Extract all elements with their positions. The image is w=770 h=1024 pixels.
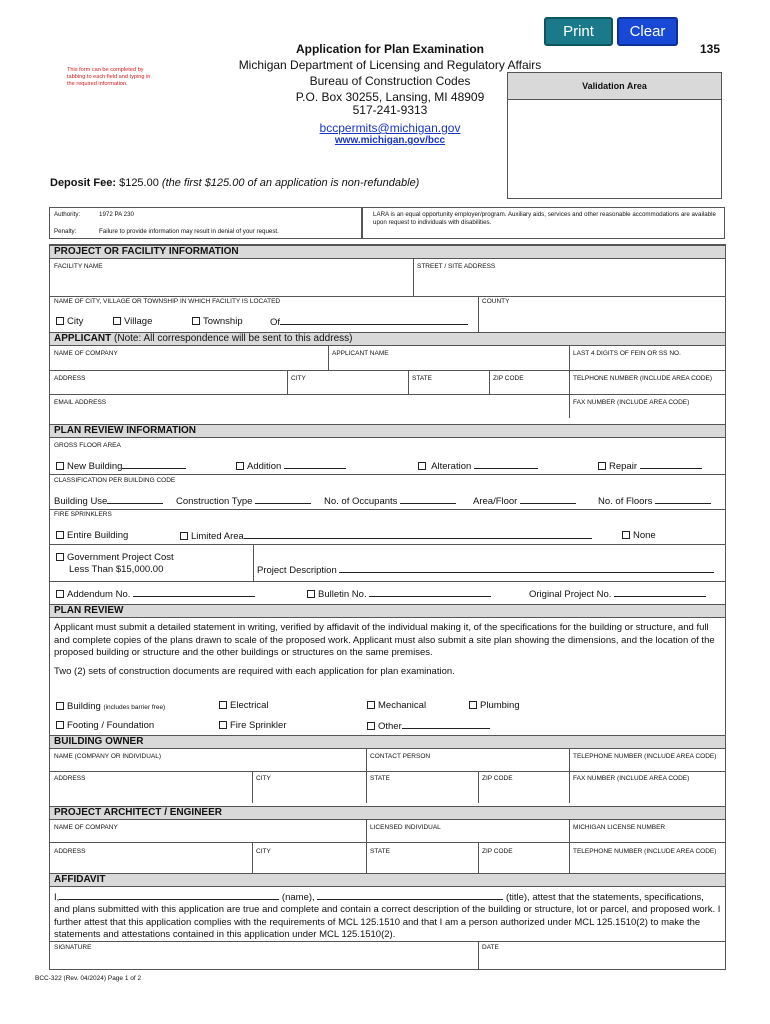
gov-cost-option[interactable]: Government Project Cost Less Than $15,000.00 — [56, 552, 174, 576]
mechanical-option[interactable]: Mechanical — [367, 700, 426, 711]
affidavit-line[interactable]: I, (name), (title), attest that the statements, specifications, — [54, 892, 704, 903]
addendum-field[interactable]: Addendum No. — [56, 588, 255, 600]
authority-label: Authority: — [54, 211, 81, 218]
project-section-title: PROJECT OR FACILITY INFORMATION — [50, 245, 725, 259]
applicant-address-label: ADDRESS — [54, 375, 86, 382]
occupants-field[interactable]: No. of Occupants — [324, 495, 456, 507]
owner-city-label: CITY — [256, 775, 271, 782]
applicant-company-label: NAME OF COMPANY — [54, 350, 118, 357]
authority-box — [49, 207, 362, 239]
township-option[interactable]: Township — [192, 316, 243, 327]
village-checkbox[interactable] — [113, 317, 121, 325]
village-option[interactable]: Village — [113, 316, 152, 327]
mailing-address: P.O. Box 30255, Lansing, MI 48909 — [295, 90, 485, 104]
limited-area-option[interactable]: Limited Area — [180, 530, 592, 542]
applicant-city-label: CITY — [291, 375, 306, 382]
floors-field[interactable]: No. of Floors — [598, 495, 711, 507]
area-floor-field[interactable]: Area/Floor — [473, 495, 576, 507]
project-description-field[interactable]: Project Description — [257, 564, 714, 576]
applicant-zip-label: ZIP CODE — [493, 375, 524, 382]
municipality-of-field[interactable]: Of — [270, 316, 468, 328]
architect-section-title: PROJECT ARCHITECT / ENGINEER — [50, 806, 725, 820]
application-form — [49, 244, 726, 970]
applicant-fax-label: FAX NUMBER (INCLUDE AREA CODE) — [573, 399, 690, 406]
addendum-checkbox[interactable] — [56, 590, 64, 598]
new-building-option[interactable]: New Building — [56, 460, 186, 472]
facility-name-label: FACILITY NAME — [54, 263, 103, 270]
street-address-label: STREET / SITE ADDRESS — [417, 263, 496, 270]
applicant-state-label: STATE — [412, 375, 432, 382]
construction-type-field[interactable]: Construction Type — [176, 495, 311, 507]
architect-city-label: CITY — [256, 848, 271, 855]
footing-checkbox[interactable] — [56, 721, 64, 729]
phone-number: 517-241-9313 — [352, 103, 428, 117]
validation-area-title: Validation Area — [508, 73, 721, 100]
owner-address-label: ADDRESS — [54, 775, 86, 782]
owner-fax-label: FAX NUMBER (INCLUDE AREA CODE) — [573, 775, 690, 782]
owner-zip-label: ZIP CODE — [482, 775, 513, 782]
plan-review-info-title: PLAN REVIEW INFORMATION — [50, 424, 725, 438]
none-checkbox[interactable] — [622, 531, 630, 539]
owner-phone-label: TELEPHONE NUMBER (INCLUDE AREA CODE) — [573, 753, 717, 760]
footing-option[interactable]: Footing / Foundation — [56, 720, 154, 731]
dept-name: Michigan Department of Licensing and Regulatory Affairs — [238, 58, 542, 72]
plumbing-option[interactable]: Plumbing — [469, 700, 520, 711]
bulletin-field[interactable]: Bulletin No. — [307, 588, 491, 600]
building-review-option[interactable]: Building (includes barrier free) — [56, 701, 165, 712]
other-option[interactable]: Other — [367, 720, 490, 732]
repair-option[interactable]: Repair — [598, 460, 702, 472]
limited-area-checkbox[interactable] — [180, 532, 188, 540]
fire-sprinkler-checkbox[interactable] — [219, 721, 227, 729]
licensed-individual-label: LICENSED INDIVIDUAL — [370, 824, 441, 831]
penalty-label: Penalty: — [54, 228, 77, 235]
bureau-name: Bureau of Construction Codes — [309, 74, 471, 88]
city-checkbox[interactable] — [56, 317, 64, 325]
deposit-fee — [50, 177, 419, 189]
entire-building-checkbox[interactable] — [56, 531, 64, 539]
alteration-checkbox[interactable] — [418, 462, 426, 470]
fein-label: LAST 4 DIGITS OF FEIN OR SS NO. — [573, 350, 681, 357]
validation-area — [507, 72, 722, 199]
penalty-value: Failure to provide information may result in denial of your request. — [99, 228, 279, 235]
plumbing-checkbox[interactable] — [469, 701, 477, 709]
authority-value: 1972 PA 230 — [99, 211, 134, 218]
original-project-field[interactable]: Original Project No. — [529, 588, 706, 600]
date-label: DATE — [482, 944, 499, 951]
building-use-field[interactable]: Building Use — [54, 495, 163, 507]
deposit-note: (the first $125.00 of an application is non-refundable) — [161, 177, 420, 189]
architect-phone-label: TELEPHONE NUMBER (INCLUDE AREA CODE) — [573, 848, 717, 855]
website-link[interactable]: www.michigan.gov/bcc — [334, 135, 446, 146]
new-building-checkbox[interactable] — [56, 462, 64, 470]
city-option[interactable]: City — [56, 316, 83, 327]
bulletin-checkbox[interactable] — [307, 590, 315, 598]
alteration-option[interactable]: Alteration — [418, 460, 538, 472]
license-number-label: MICHIGAN LICENSE NUMBER — [573, 824, 666, 831]
lara-statement: LARA is an equal opportunity employer/program. Auxiliary aids, services and other reasonable accommodations are available upon request to individuals with disabilities. — [362, 207, 725, 239]
owner-contact-label: CONTACT PERSON — [370, 753, 431, 760]
deposit-label: Deposit Fee: — [50, 177, 117, 189]
county-label: COUNTY — [482, 298, 510, 305]
owner-section-title: BUILDING OWNER — [50, 735, 725, 749]
plan-review-title: PLAN REVIEW — [50, 604, 725, 618]
construction-docs-paragraph: Two (2) sets of construction documents are required with each application for plan examination. — [54, 666, 455, 677]
mechanical-checkbox[interactable] — [367, 701, 375, 709]
fire-sprinklers-label: FIRE SPRINKLERS — [54, 511, 112, 518]
plan-review-paragraph: Applicant must submit a detailed statement in writing, verified by affidavit of the individual making it, of the specifications for the building or structure, and full and complete copies of the plans drawn to scale of the proposed work. Applicant must also submit a site plan showing the dimensions, and the location of the proposed building or structure and the other buildings or structures on the same premises. — [54, 622, 715, 658]
signature-label: SIGNATURE — [54, 944, 92, 951]
architect-zip-label: ZIP CODE — [482, 848, 513, 855]
classification-label: CLASSIFICATION PER BUILDING CODE — [54, 477, 176, 484]
addition-checkbox[interactable] — [236, 462, 244, 470]
email-link[interactable]: bccpermits@michigan.gov — [319, 121, 461, 135]
applicant-section-title: APPLICANT (Note: All correspondence will be sent to this address) — [50, 332, 725, 346]
deposit-amount: $125.00 — [119, 177, 159, 189]
clear-button[interactable]: Clear — [617, 17, 678, 46]
municipality-label: NAME OF CITY, VILLAGE OR TOWNSHIP IN WHICH FACILITY IS LOCATED — [54, 298, 281, 305]
affidavit-title: AFFIDAVIT — [50, 873, 725, 887]
tabbing-note: This form can be completed by tabbing to each field and typing in the required information. — [67, 67, 151, 87]
building-review-checkbox[interactable] — [56, 702, 64, 710]
entire-building-option[interactable]: Entire Building — [56, 530, 128, 541]
gov-cost-checkbox[interactable] — [56, 553, 64, 561]
applicant-name-label: APPLICANT NAME — [332, 350, 389, 357]
applicant-phone-label: TELPHONE NUMBER (INCLUDE AREA CODE) — [573, 375, 713, 382]
applicant-email-label: EMAIL ADDRESS — [54, 399, 107, 406]
electrical-checkbox[interactable] — [219, 701, 227, 709]
township-checkbox[interactable] — [192, 317, 200, 325]
print-button[interactable]: Print — [544, 17, 613, 46]
architect-company-label: NAME OF COMPANY — [54, 824, 118, 831]
form-title: Application for Plan Examination — [295, 42, 485, 56]
repair-checkbox[interactable] — [598, 462, 606, 470]
form-footer: BCC-322 (Rev. 04/2024) Page 1 of 2 — [35, 975, 142, 982]
electrical-option[interactable]: Electrical — [219, 700, 269, 711]
gross-floor-label: GROSS FLOOR AREA — [54, 442, 121, 449]
other-checkbox[interactable] — [367, 722, 375, 730]
architect-address-label: ADDRESS — [54, 848, 86, 855]
owner-name-label: NAME (COMPANY OR INDIVIDUAL) — [54, 753, 162, 760]
architect-state-label: STATE — [370, 848, 390, 855]
addition-option[interactable]: Addition — [236, 460, 346, 472]
fire-sprinkler-option[interactable]: Fire Sprinkler — [219, 720, 287, 731]
form-number: 135 — [700, 42, 721, 56]
owner-state-label: STATE — [370, 775, 390, 782]
none-option[interactable]: None — [622, 530, 656, 541]
affidavit-statement: and plans submitted with this application are true and complete and contain a correct description of the building or structure, lot or parcel, and proposed work. I further attest that this application complies with the requirements of MCL 125.1510 and that I am a person authorized under MCL 125.1510(2) to make the statements and attestations contained in this application under MCL 125.1510(2). — [54, 904, 721, 940]
